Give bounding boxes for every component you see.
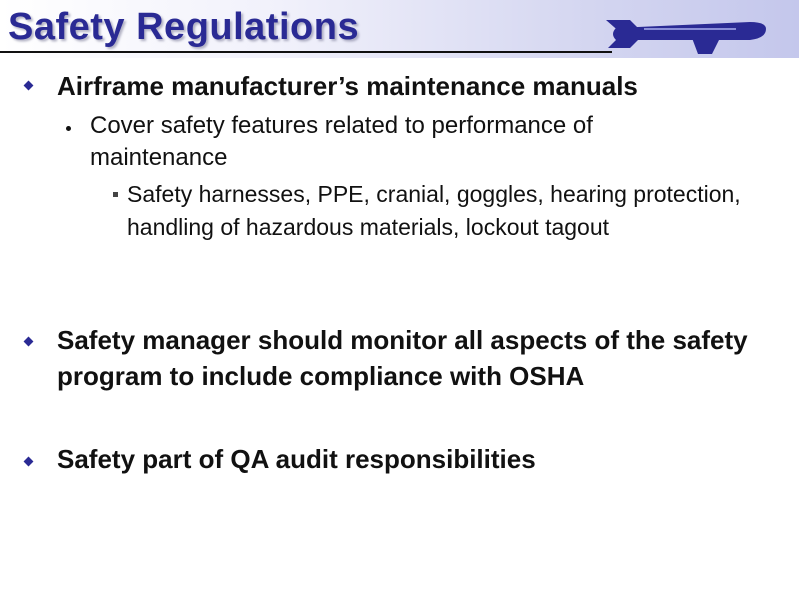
bullet-2-text: Safety manager should monitor all aspects of the safety program to include compliance with OSHA: [57, 325, 748, 391]
bullet-3-text: Safety part of QA audit responsibilities: [57, 444, 536, 474]
bullet-1-text: Airframe manufacturer’s maintenance manuals: [57, 71, 638, 101]
airplane-icon: [600, 14, 770, 54]
diamond-bullet-icon: [24, 457, 34, 467]
bullet-1-1-text: Cover safety features related to performance of maintenance: [90, 112, 593, 171]
square-bullet-icon: [113, 192, 118, 197]
diamond-bullet-icon: [24, 81, 34, 91]
slide-title: Safety Regulations: [8, 6, 360, 48]
bullet-1-1-1-text: Safety harnesses, PPE, cranial, goggles, hearing protection, handling of hazardous materials, lockout tagout: [127, 181, 741, 240]
dot-bullet-icon: [66, 126, 71, 131]
title-divider: [0, 51, 612, 53]
diamond-bullet-icon: [24, 337, 34, 347]
